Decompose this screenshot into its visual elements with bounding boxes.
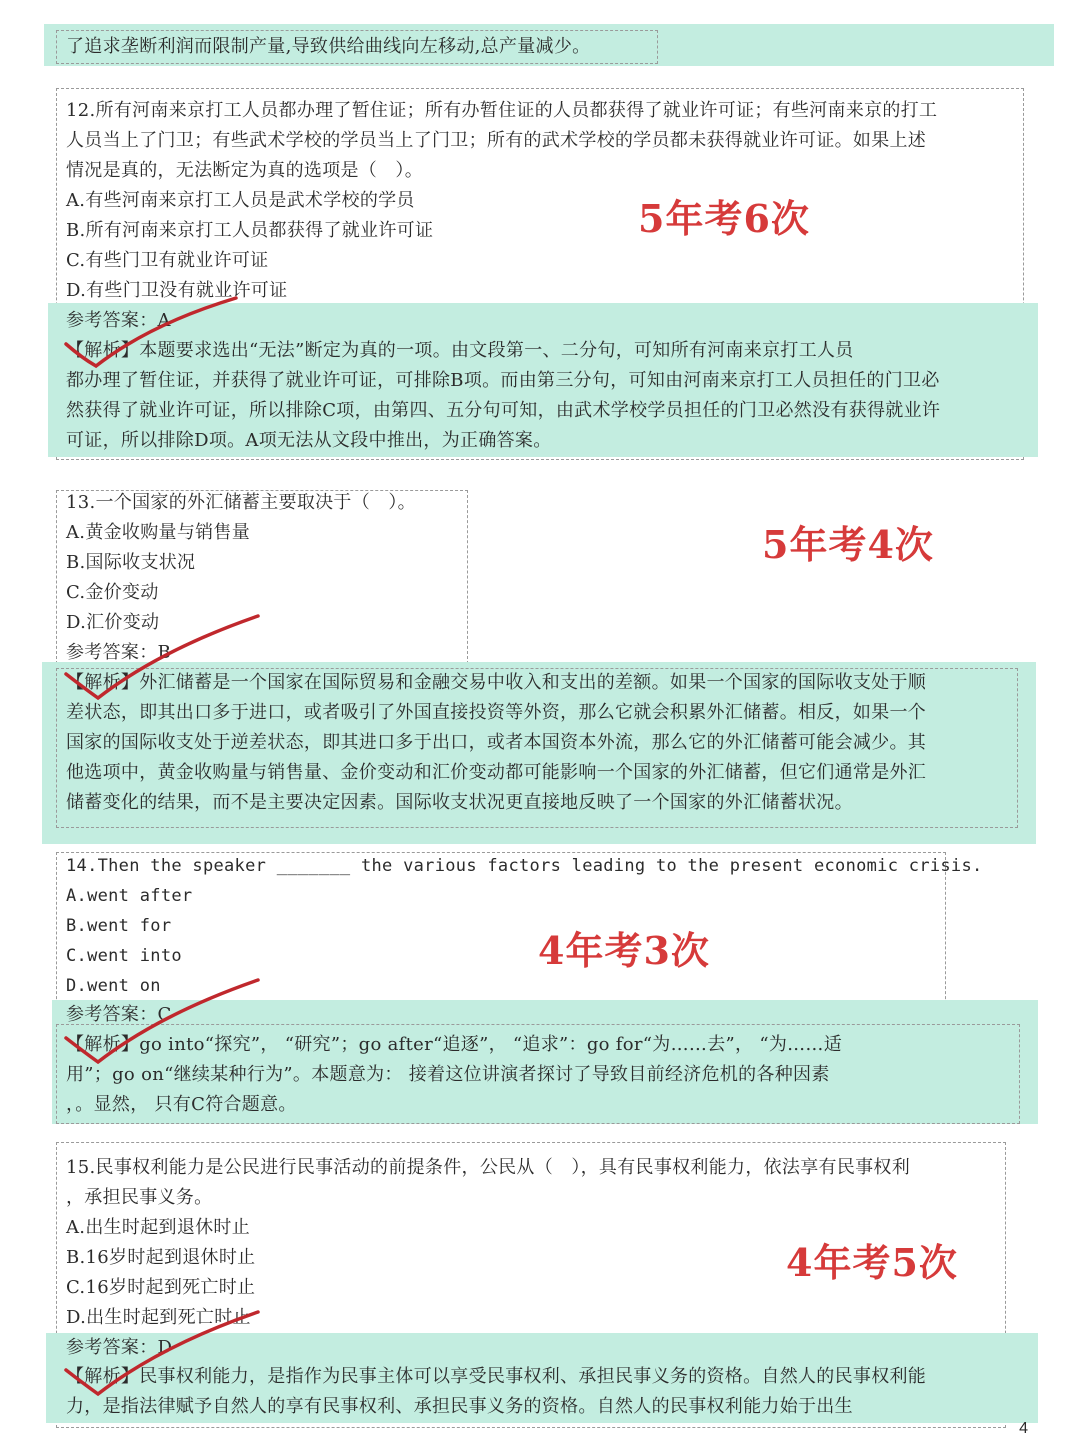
q14-analysis-line-2: 用”；go on“继续某种行为”。本题意为： 接着这位讲演者探讨了导致目前经济危机的各种因素 [66, 1064, 830, 1085]
q13-analysis-line-2: 差状态，即其出口多于进口，或者吸引了外国直接投资等外资，那么它就会积累外汇储蓄。相反，如果一个 [66, 702, 927, 723]
q15-answer: 参考答案：D [66, 1337, 173, 1358]
q12-stem-line-3: 情况是真的，无法断定为真的选项是（ ）。 [66, 160, 423, 181]
q12-analysis-line-3: 然获得了就业许可证，所以排除C项，由第四、五分句可知，由武术学校学员担任的门卫必然没有获得就业许 [66, 400, 941, 421]
q14-option-a: A.went after [66, 886, 193, 906]
q14-answer: 参考答案：C [66, 1004, 172, 1025]
prev-tail-text: 了追求垄断利润而限制产量,导致供给曲线向左移动,总产量减少。 [66, 36, 591, 57]
q13-option-d: D.汇价变动 [66, 612, 160, 633]
q13-stem-line-1: 13.一个国家的外汇储蓄主要取决于（ ）。 [66, 492, 416, 513]
q14-analysis-line-3: ，。显然， 只有C符合题意。 [66, 1094, 297, 1115]
q12-frequency-stamp: 5年考6次 [638, 196, 810, 241]
q13-analysis-line-1: 【解析】外汇储蓄是一个国家在国际贸易和金融交易中收入和支出的差额。如果一个国家的国际收支处于顺 [66, 672, 927, 693]
q13-answer: 参考答案：B [66, 642, 172, 663]
q14-option-c: C.went into [66, 946, 182, 966]
q14-stem-line-1: 14.Then the speaker _______ the various factors leading to the present economic crisis. [66, 856, 983, 876]
q12-option-d: D.有些门卫没有就业许可证 [66, 280, 288, 301]
q15-option-a: A.出生时起到退休时止 [66, 1217, 251, 1238]
q15-frequency-stamp: 4年考5次 [786, 1240, 958, 1285]
q15-analysis-line-2: 力，是指法律赋予自然人的享有民事权利、承担民事义务的资格。自然人的民事权利能力始于出生 [66, 1396, 853, 1417]
q13-option-c: C.金价变动 [66, 582, 159, 603]
q13-analysis-line-4: 他选项中，黄金收购量与销售量、金价变动和汇价变动都可能影响一个国家的外汇储蓄，但它们通常是外汇 [66, 762, 927, 783]
q13-option-b: B.国际收支状况 [66, 552, 196, 573]
q12-analysis-line-1: 【解析】本题要求选出“无法”断定为真的一项。由文段第一、二分句，可知所有河南来京打工人员 [66, 340, 854, 361]
q13-analysis-line-5: 储蓄变化的结果，而不是主要决定因素。国际收支状况更直接地反映了一个国家的外汇储蓄状况。 [66, 792, 853, 813]
q12-option-b: B.所有河南来京打工人员都获得了就业许可证 [66, 220, 434, 241]
q12-stem-line-2: 人员当上了门卫；有些武术学校的学员当上了门卫；所有的武术学校的学员都未获得就业许可证。如果上述 [66, 130, 927, 151]
q12-analysis-line-2: 都办理了暂住证，并获得了就业许可证，可排除B项。而由第三分句，可知由河南来京打工人员担任的门卫必 [66, 370, 940, 391]
q12-stem-line-1: 12.所有河南来京打工人员都办理了暂住证；所有办暂住证的人员都获得了就业许可证；有些河南来京的打工 [66, 100, 938, 121]
q14-frequency-stamp: 4年考3次 [538, 928, 710, 973]
q13-analysis-line-3: 国家的国际收支处于逆差状态，即其进口多于出口，或者本国资本外流，那么它的外汇储蓄可能会减少。其 [66, 732, 927, 753]
q15-option-b: B.16岁时起到退休时止 [66, 1247, 256, 1268]
q13-frequency-stamp: 5年考4次 [762, 522, 934, 567]
q14-analysis-line-1: 【解析】go into“探究”， “研究”；go after“追逐”， “追求”：go for“为……去”， “为……适 [66, 1034, 843, 1055]
q12-analysis-line-4: 可证，所以排除D项。A项无法从文段中推出，为正确答案。 [66, 430, 552, 451]
q14-option-d: D.went on [66, 976, 161, 996]
q15-analysis-line-1: 【解析】民事权利能力，是指作为民事主体可以享受民事权利、承担民事义务的资格。自然人的民事权利能 [66, 1366, 927, 1387]
q12-option-a: A.有些河南来京打工人员是武术学校的学员 [66, 190, 415, 211]
q14-option-b: B.went for [66, 916, 172, 936]
q15-option-d: D.出生时起到死亡时止 [66, 1307, 251, 1328]
q15-stem-line-1: 15.民事权利能力是公民进行民事活动的前提条件，公民从（ ），具有民事权利能力，依法享有民事权利 [66, 1157, 911, 1178]
q12-answer: 参考答案：A [66, 310, 171, 331]
q12-option-c: C.有些门卫有就业许可证 [66, 250, 269, 271]
page-number: 4 [1019, 1420, 1028, 1437]
q13-option-a: A.黄金收购量与销售量 [66, 522, 251, 543]
q15-option-c: C.16岁时起到死亡时止 [66, 1277, 256, 1298]
q15-stem-line-2: ，承担民事义务。 [66, 1187, 213, 1208]
